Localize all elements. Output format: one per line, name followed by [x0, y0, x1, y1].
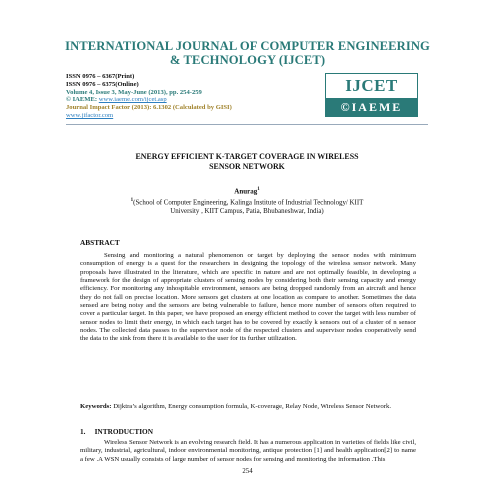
keywords-label: Keywords: — [80, 403, 112, 410]
issn-online: ISSN 0976 – 6375(Online) — [66, 80, 139, 88]
author-superscript: 1 — [257, 187, 260, 192]
iaeme-line — [66, 96, 326, 104]
affiliation-line-2: University , KIIT Campus, Patia, Bhubaneshwar, India) — [170, 207, 324, 215]
iaeme-link[interactable]: www.iaeme.com/ijcet.asp — [98, 96, 167, 104]
author — [66, 185, 428, 196]
jifactor-link[interactable]: www.jifactor.com — [66, 111, 114, 119]
header-divider — [66, 124, 428, 125]
keywords — [80, 403, 416, 411]
author-name: Anurag — [234, 187, 258, 196]
abstract-heading: ABSTRACT — [80, 238, 120, 247]
affiliation — [86, 197, 408, 216]
journal-title-line-1: INTERNATIONAL JOURNAL OF COMPUTER ENGINEERING — [65, 39, 430, 53]
issn-print: ISSN 0976 – 6367(Print) — [66, 73, 135, 80]
paper-title — [66, 152, 428, 171]
ijcet-logo — [325, 73, 418, 117]
journal-info-block — [66, 73, 326, 120]
iaeme-prefix: © IAEME: — [66, 96, 99, 104]
impact-factor-line: Journal Impact Factor (2013): 6.1302 (Calculated by GISI) — [66, 104, 232, 112]
abstract-body: Sensing and monitoring a natural phenomenon or target by deploying the sensor nodes with minimum consumption of energy is a quest for the researchers in designing the topology of the wireless sensor network. Many proposals have illustrated in the literature, which are specific in nature and are not optimally feasible, in developing a framework for the design of appropriate clusters of sensing nodes by considering both their sensing capacity and energy efficiency. For monitoring any inhospitable environment, sensors are being dropped randomly from an aircraft and hence they do not fall on precise location. More sensors get clusters at one location as compare to another. Sometimes the data sensed are being noisy and the sensors are being vulnerable to failure, hence more number of sensors often required to cover a particular target. In this paper, we have proposed an energy efficient method to cover the target with less number of sensor nodes to limit their energy, in which each target has to be covered by exactly k sensors out of a cluster of n sensor nodes. The collected data passes to the supervisor node of the respected clusters and supervisor nodes cooperatively send the data to the sink from there it is available to the user for its further utilization. — [80, 252, 416, 343]
logo-top-text: IJCET — [345, 76, 398, 95]
affiliation-line-1: $^1$(School of Computer Engineering, Kalinga Institute of Industrial Technology/ KIIT — [130, 198, 364, 207]
journal-title — [0, 39, 495, 67]
logo-bottom-text: ©IAEME — [326, 98, 417, 116]
journal-title-line-2: & TECHNOLOGY (IJCET) — [169, 53, 326, 67]
keywords-text: Dijktra’s algorithm, Energy consumption formula, K-coverage, Relay Node, Wireless Sensor Network. — [111, 403, 392, 410]
affiliation-superscript: 1 — [130, 198, 134, 203]
page-number: 254 — [242, 468, 253, 475]
volume-line: Volume 4, Issue 3, May-June (2013), pp. 254-259 — [66, 88, 202, 96]
paper-title-line-1: ENERGY EFFICIENT K-TARGET COVERAGE IN WIRELESS — [135, 152, 359, 161]
paper-title-line-2: SENSOR NETWORK — [209, 161, 285, 171]
introduction-heading: 1. INTRODUCTION — [80, 427, 153, 436]
introduction-body: Wireless Sensor Network is an evolving research field. It has a numerous application in varieties of fields like civil, military, industrial, agricultural, indoor environmental monitoring, antique protection [1] and health application[2] to name a few .A WSN usually consists of large number of sensor nodes for sensing and monitoring the information .This — [80, 439, 417, 463]
